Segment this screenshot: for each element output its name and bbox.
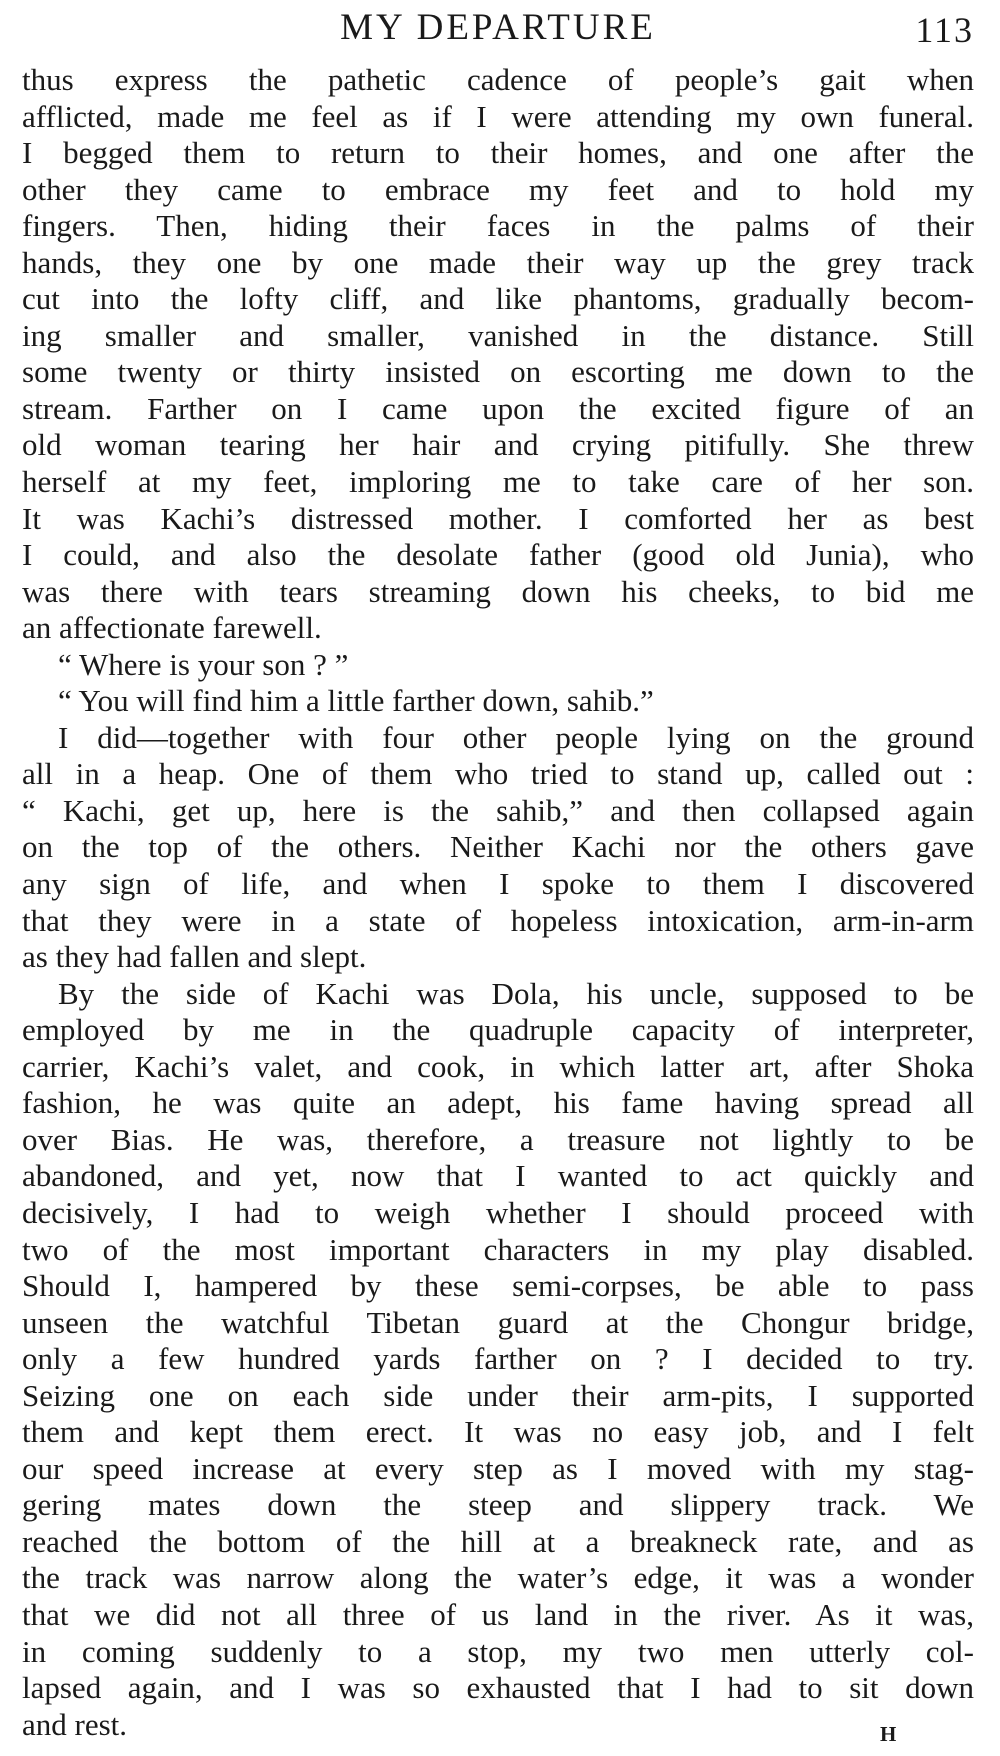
text-line: them and kept them erect. It was no easy job, and I felt	[22, 1414, 974, 1450]
text-line: reached the bottom of the hill at a breakneck rate, and as	[22, 1523, 974, 1559]
text-line: fingers. Then, hiding their faces in the palms of their	[22, 208, 974, 244]
text-line: old woman tearing her hair and crying pitifully. She threw	[22, 427, 974, 463]
text-line: By the side of Kachi was Dola, his uncle, supposed to be	[58, 975, 974, 1011]
page-number: 113	[915, 10, 974, 50]
text-line: hands, they one by one made their way up the grey track	[22, 244, 974, 280]
text-line: decisively, I had to weigh whether I should proceed with	[22, 1194, 974, 1230]
text-line: an affectionate farewell.	[22, 610, 322, 646]
paragraph	[22, 62, 974, 647]
text-line: thus express the pathetic cadence of people’s gait when	[22, 62, 974, 97]
text-line: unseen the watchful Tibetan guard at the Chongur bridge,	[22, 1304, 974, 1340]
text-line: herself at my feet, imploring me to take care of her son.	[22, 464, 974, 500]
text-line: “ Kachi, get up, here is the sahib,” and then collapsed again	[22, 792, 974, 828]
text-line: ing smaller and smaller, vanished in the distance. Still	[22, 317, 974, 353]
text-line: I did—together with four other people lying on the ground	[58, 719, 974, 755]
text-line: some twenty or thirty insisted on escorting me down to the	[22, 354, 974, 390]
text-line: fashion, he was quite an adept, his fame having spread all	[22, 1085, 974, 1121]
text-line: all in a heap. One of them who tried to stand up, called out :	[22, 756, 974, 792]
paragraph	[22, 976, 974, 1743]
paragraph	[22, 683, 974, 720]
text-line: “ Where is your son ? ”	[58, 646, 349, 682]
text-line: that we did not all three of us land in the river. As it was,	[22, 1596, 974, 1632]
text-line: on the top of the others. Neither Kachi nor the others gave	[22, 829, 974, 865]
text-line: two of the most important characters in my play disabled.	[22, 1231, 974, 1267]
text-line: “ You will find him a little farther down, sahib.”	[58, 683, 654, 719]
text-line: stream. Farther on I came upon the excited figure of an	[22, 390, 974, 426]
text-line: abandoned, and yet, now that I wanted to act quickly and	[22, 1158, 974, 1194]
text-line: any sign of life, and when I spoke to them I discovered	[22, 866, 974, 902]
text-line: in coming suddenly to a stop, my two men utterly col-	[22, 1633, 974, 1669]
text-line: It was Kachi’s distressed mother. I comforted her as best	[22, 500, 974, 536]
page-title: MY DEPARTURE	[340, 7, 656, 48]
text-line: I could, and also the desolate father (good old Junia), who	[22, 537, 974, 573]
text-line: other they came to embrace my feet and to hold my	[22, 171, 974, 207]
text-line: that they were in a state of hopeless intoxication, arm-in-arm	[22, 902, 974, 938]
text-line: carrier, Kachi’s valet, and cook, in which latter art, after Shoka	[22, 1048, 974, 1084]
text-line: as they had fallen and slept.	[22, 939, 367, 975]
running-head	[22, 0, 974, 62]
signature-mark: H	[880, 1722, 897, 1746]
text-line: our speed increase at every step as I moved with my stag-	[22, 1450, 974, 1486]
text-line: Should I, hampered by these semi-corpses, be able to pass	[22, 1268, 974, 1304]
text-line: was there with tears streaming down his cheeks, to bid me	[22, 573, 974, 609]
text-line: I begged them to return to their homes, and one after the	[22, 135, 974, 171]
paragraph	[22, 720, 974, 976]
text-line: gering mates down the steep and slippery track. We	[22, 1487, 974, 1523]
text-line: cut into the lofty cliff, and like phantoms, gradually becom-	[22, 281, 974, 317]
text-line: the track was narrow along the water’s edge, it was a wonder	[22, 1560, 974, 1596]
text-line: afflicted, made me feel as if I were attending my own funeral.	[22, 98, 974, 134]
body-text	[22, 62, 974, 1743]
book-page	[22, 0, 974, 1756]
text-line: lapsed again, and I was so exhausted that I had to sit down	[22, 1670, 974, 1706]
text-line: employed by me in the quadruple capacity of interpreter,	[22, 1012, 974, 1048]
text-line: over Bias. He was, therefore, a treasure not lightly to be	[22, 1121, 974, 1157]
text-line: and rest.	[22, 1706, 128, 1742]
text-line: Seizing one on each side under their arm-pits, I supported	[22, 1377, 974, 1413]
text-line: only a few hundred yards farther on ? I decided to try.	[22, 1341, 974, 1377]
paragraph	[22, 647, 974, 684]
